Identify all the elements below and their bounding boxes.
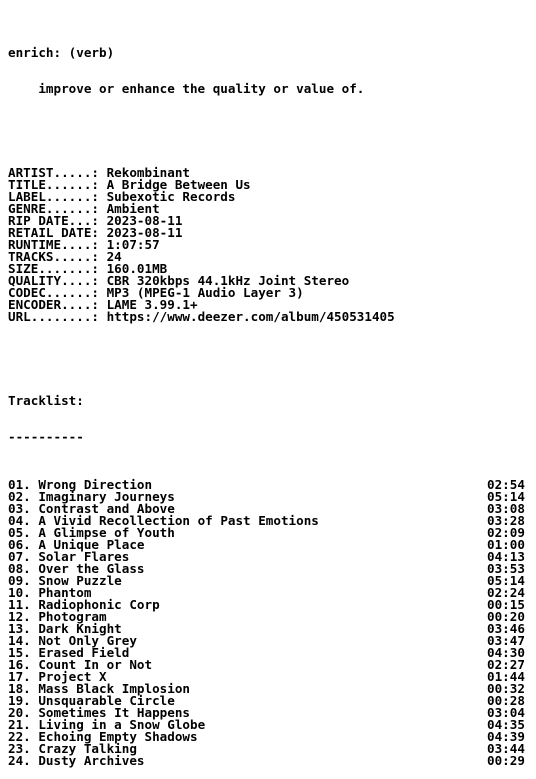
info-label: RUNTIME....:: [8, 237, 107, 252]
nfo-document: [8, 23, 528, 779]
tracklist: [8, 479, 528, 767]
track-duration: 01:00: [487, 537, 525, 552]
info-label: LABEL......:: [8, 189, 107, 204]
track-title: Crazy Talking: [38, 741, 137, 756]
info-label: GENRE......:: [8, 201, 107, 216]
track-duration: 03:04: [487, 705, 525, 720]
track-number: 24.: [8, 753, 31, 768]
info-value: 24: [106, 249, 122, 264]
info-value: CBR 320kbps 44.1kHz Joint Stereo: [106, 273, 350, 288]
track-title: Living in a Snow Globe: [38, 717, 206, 732]
track-duration: 03:28: [487, 513, 525, 528]
tracklist-underline: ----------: [8, 429, 84, 444]
info-value: A Bridge Between Us: [106, 177, 251, 192]
track-duration: 03:47: [487, 633, 525, 648]
track-title: Count In or Not: [38, 657, 153, 672]
track-duration: 02:27: [487, 657, 525, 672]
track-number: 19.: [8, 693, 31, 708]
track-duration: 02:24: [487, 585, 525, 600]
track-number: 22.: [8, 729, 31, 744]
track-duration: 02:54: [487, 477, 525, 492]
track-number: 10.: [8, 585, 31, 600]
track-title: Wrong Direction: [38, 477, 153, 492]
track-title: Not Only Grey: [38, 633, 137, 648]
info-label: ENCODER....:: [8, 297, 107, 312]
track-duration: 04:13: [487, 549, 525, 564]
release-info: [8, 167, 528, 323]
track-row: [8, 755, 528, 767]
track-title: Contrast and Above: [38, 501, 175, 516]
info-value: MP3 (MPEG-1 Audio Layer 3): [106, 285, 304, 300]
track-number: 18.: [8, 681, 31, 696]
info-value: 1:07:57: [106, 237, 160, 252]
info-label: CODEC......:: [8, 285, 107, 300]
track-title: A Vivid Recollection of Past Emotions: [38, 513, 319, 528]
track-number: 17.: [8, 669, 31, 684]
track-title: Dark Knight: [38, 621, 122, 636]
track-duration: 03:53: [487, 561, 525, 576]
track-duration: 04:39: [487, 729, 525, 744]
track-duration: 02:09: [487, 525, 525, 540]
track-number: 07.: [8, 549, 31, 564]
track-title: Phantom: [38, 585, 92, 600]
info-value: https://www.deezer.com/album/450531405: [106, 309, 395, 324]
track-title: Project X: [38, 669, 107, 684]
info-row: [8, 311, 528, 323]
track-number: 11.: [8, 597, 31, 612]
track-duration: 03:46: [487, 621, 525, 636]
track-number: 21.: [8, 717, 31, 732]
track-number: 20.: [8, 705, 31, 720]
track-number: 08.: [8, 561, 31, 576]
track-title: Dusty Archives: [38, 753, 145, 768]
track-number: 09.: [8, 573, 31, 588]
track-number: 03.: [8, 501, 31, 516]
track-number: 04.: [8, 513, 31, 528]
track-title: Radiophonic Corp: [38, 597, 160, 612]
track-number: 06.: [8, 537, 31, 552]
track-duration: 00:29: [487, 753, 525, 768]
track-number: 14.: [8, 633, 31, 648]
track-title: A Unique Place: [38, 537, 145, 552]
track-duration: 00:28: [487, 693, 525, 708]
track-duration: 04:30: [487, 645, 525, 660]
track-duration: 03:08: [487, 501, 525, 516]
track-number: 23.: [8, 741, 31, 756]
info-label: TITLE......:: [8, 177, 107, 192]
track-duration: 00:20: [487, 609, 525, 624]
track-duration: 05:14: [487, 489, 525, 504]
track-number: 05.: [8, 525, 31, 540]
definition-term: enrich: (verb): [8, 45, 115, 60]
info-value: 2023-08-11: [106, 213, 183, 228]
info-value: 160.01MB: [106, 261, 168, 276]
spacer: [8, 119, 528, 131]
track-title: Sometimes It Happens: [38, 705, 190, 720]
info-value: 2023-08-11: [106, 225, 183, 240]
track-duration: 00:32: [487, 681, 525, 696]
track-duration: 03:44: [487, 741, 525, 756]
definition-meaning: improve or enhance the quality or value of.: [8, 81, 365, 96]
track-title: Imaginary Journeys: [38, 489, 175, 504]
spacer: [8, 359, 528, 371]
info-label: SIZE.......:: [8, 261, 107, 276]
track-duration: 05:14: [487, 573, 525, 588]
track-number: 15.: [8, 645, 31, 660]
track-number: 12.: [8, 609, 31, 624]
track-number: 13.: [8, 621, 31, 636]
info-label: TRACKS.....:: [8, 249, 107, 264]
tracklist-heading: Tracklist:: [8, 393, 84, 408]
info-label: RETAIL DATE:: [8, 225, 107, 240]
info-label: ARTIST.....:: [8, 165, 107, 180]
info-value: Ambient: [106, 201, 160, 216]
track-duration: 01:44: [487, 669, 525, 684]
info-value: LAME 3.99.1+: [106, 297, 198, 312]
track-title: Snow Puzzle: [38, 573, 122, 588]
track-title: A Glimpse of Youth: [38, 525, 175, 540]
track-title: Photogram: [38, 609, 107, 624]
info-value: Subexotic Records: [106, 189, 236, 204]
track-title: Unsquarable Circle: [38, 693, 175, 708]
track-number: 02.: [8, 489, 31, 504]
track-title: Mass Black Implosion: [38, 681, 190, 696]
info-value: Rekombinant: [106, 165, 190, 180]
track-title: Over the Glass: [38, 561, 145, 576]
track-title: Erased Field: [38, 645, 130, 660]
info-label: QUALITY....:: [8, 273, 107, 288]
track-title: Solar Flares: [38, 549, 130, 564]
track-number: 16.: [8, 657, 31, 672]
info-label: URL........:: [8, 309, 107, 324]
info-label: RIP DATE...:: [8, 213, 107, 228]
track-duration: 00:15: [487, 597, 525, 612]
track-duration: 04:35: [487, 717, 525, 732]
track-title: Echoing Empty Shadows: [38, 729, 198, 744]
track-number: 01.: [8, 477, 31, 492]
